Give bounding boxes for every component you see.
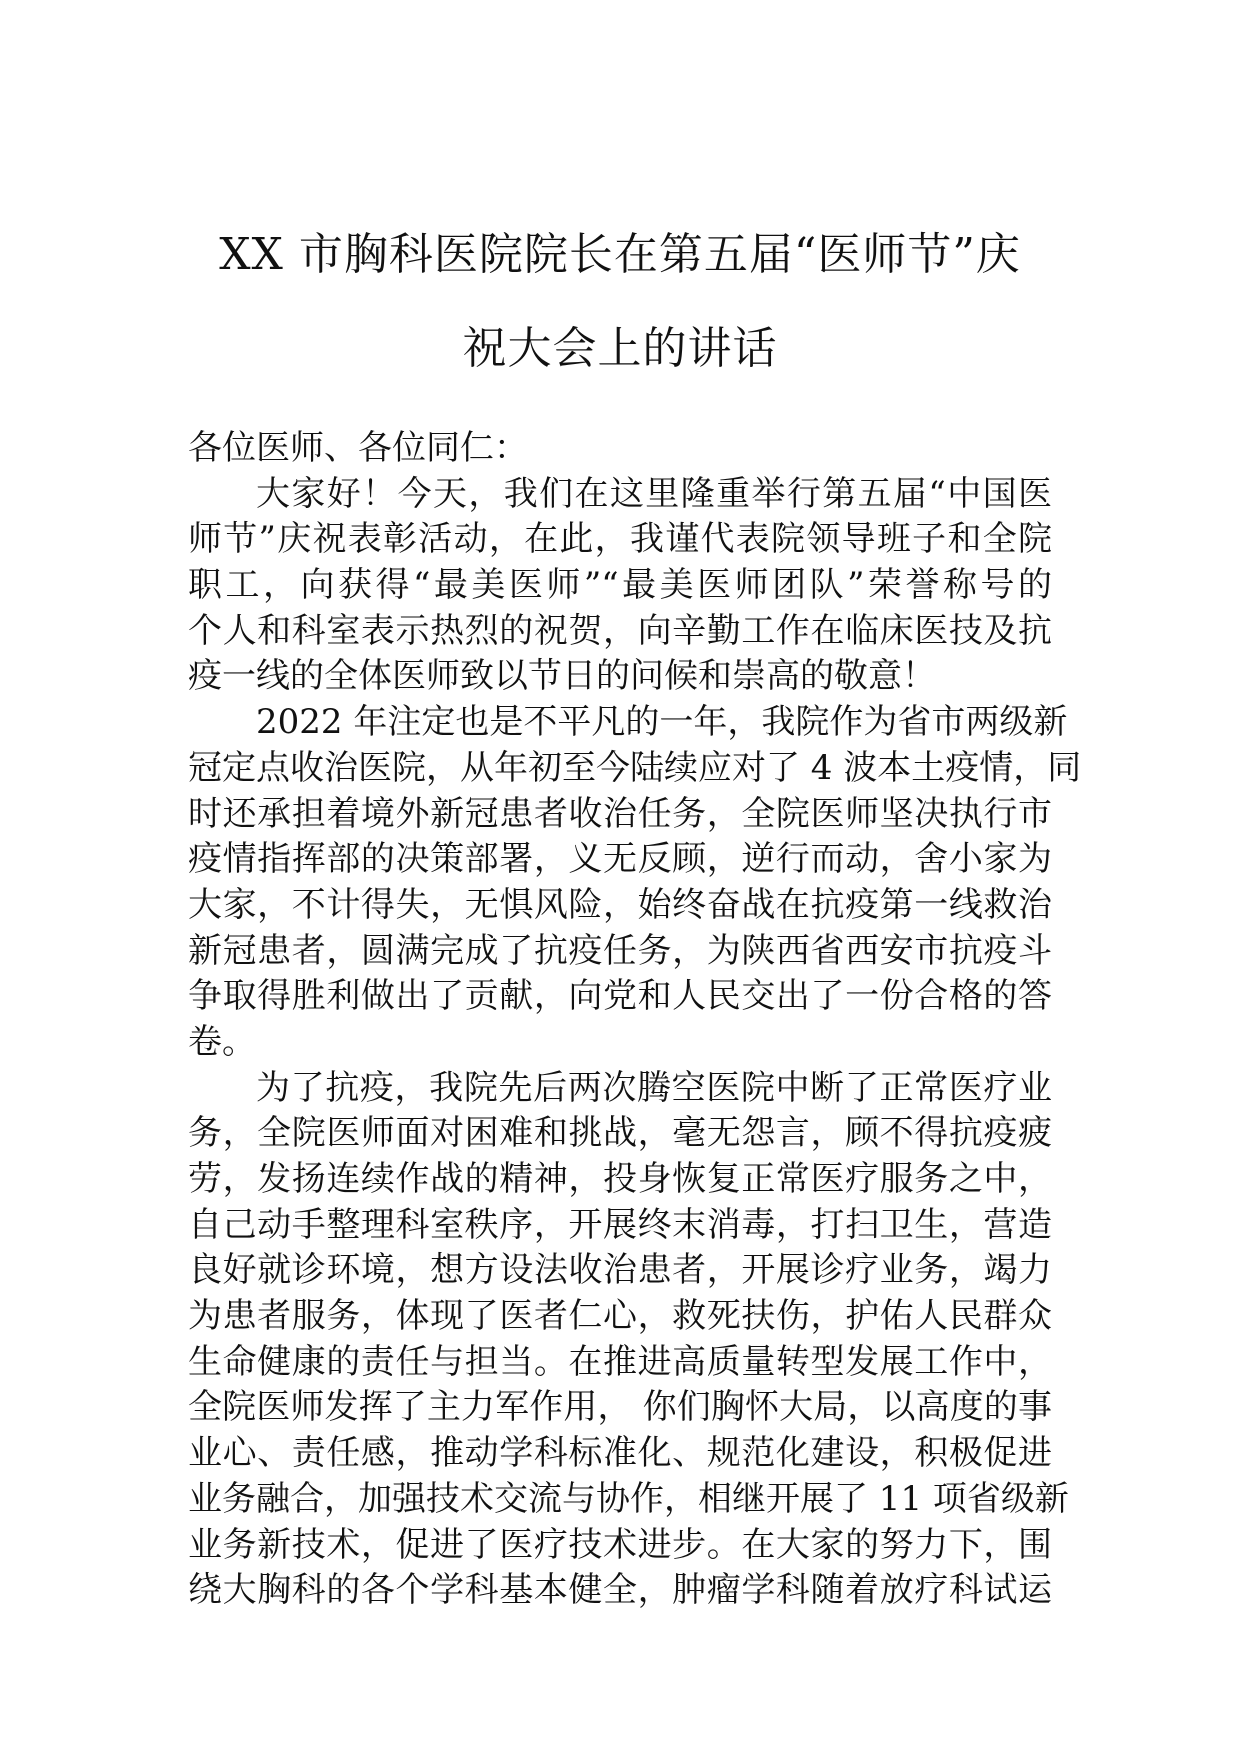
paragraph-line: 劳，发扬连续作战的精神，投身恢复正常医疗服务之中， <box>188 1159 1052 1199</box>
paragraph-line: 师节”庆祝表彰活动，在此，我谨代表院领导班子和全院 <box>188 519 1052 560</box>
salutation: 各位医师、各位同仁： <box>188 428 528 468</box>
paragraph-line: 良好就诊环境，想方设法收治患者，开展诊疗业务，竭力 <box>188 1250 1052 1291</box>
paragraph-3 <box>188 1066 1069 1614</box>
paragraph-line: 大家，不计得失，无惧风险，始终奋战在抗疫第一线救治 <box>188 884 1052 925</box>
paragraph-line: 绕大胸科的各个学科基本健全，肿瘤学科随着放疗科试运 <box>188 1570 1052 1611</box>
paragraph-line: 务，全院医师面对困难和挑战，毫无怨言，顾不得抗疫疲 <box>188 1113 1052 1154</box>
paragraph-line: 卷。 <box>188 1021 256 1062</box>
document-title <box>188 208 1052 396</box>
title-line-2: 祝大会上的讲话 <box>462 323 778 374</box>
paragraph-line: 冠定点收治医院，从年初至今陆续应对了 4 波本土疫情，同 <box>188 747 1082 788</box>
paragraph-line: 职工，向获得“最美医师”“最美医师团队”荣誉称号的 <box>188 565 1052 606</box>
paragraph-line: 2022 年注定也是不平凡的一年，我院作为省市两级新 <box>256 702 1068 743</box>
paragraph-line: 全院医师发挥了主力军作用， 你们胸怀大局，以高度的事 <box>188 1387 1052 1428</box>
paragraph-line: 为患者服务，体现了医者仁心，救死扶伤，护佑人民群众 <box>188 1296 1052 1337</box>
paragraph-line: 疫情指挥部的决策部署，义无反顾，逆行而动，舍小家为 <box>188 839 1052 880</box>
title-line-1: XX 市胸科医院院长在第五届“医师节”庆 <box>219 229 1021 280</box>
paragraph-line: 新冠患者，圆满完成了抗疫任务，为陕西省西安市抗疫斗 <box>188 930 1052 971</box>
paragraph-line: 个人和科室表示热烈的祝贺，向辛勤工作在临床医技及抗 <box>188 610 1052 651</box>
paragraph-line: 自己动手整理科室秩序，开展终末消毒，打扫卫生，营造 <box>188 1204 1052 1245</box>
paragraph-line: 疫一线的全体医师致以节日的问候和崇高的敬意！ <box>188 656 936 697</box>
paragraph-line: 大家好！今天，我们在这里隆重举行第五届“中国医 <box>256 473 1052 514</box>
paragraph-1 <box>188 472 1052 700</box>
document-body <box>188 426 1082 1614</box>
paragraph-line: 业务新技术，促进了医疗技术进步。在大家的努力下，围 <box>188 1524 1052 1565</box>
paragraph-line: 生命健康的责任与担当。在推进高质量转型发展工作中， <box>188 1341 1052 1382</box>
paragraph-line: 为了抗疫，我院先后两次腾空医院中断了正常医疗业 <box>256 1067 1052 1108</box>
paragraph-line: 业心、责任感，推动学科标准化、规范化建设，积极促进 <box>188 1433 1052 1474</box>
paragraph-line: 时还承担着境外新冠患者收治任务，全院医师坚决执行市 <box>188 793 1052 834</box>
paragraph-2 <box>188 700 1082 1066</box>
paragraph-line: 争取得胜利做出了贡献，向党和人民交出了一份合格的答 <box>188 976 1052 1017</box>
paragraph-line: 业务融合，加强技术交流与协作，相继开展了 11 项省级新 <box>188 1478 1069 1519</box>
